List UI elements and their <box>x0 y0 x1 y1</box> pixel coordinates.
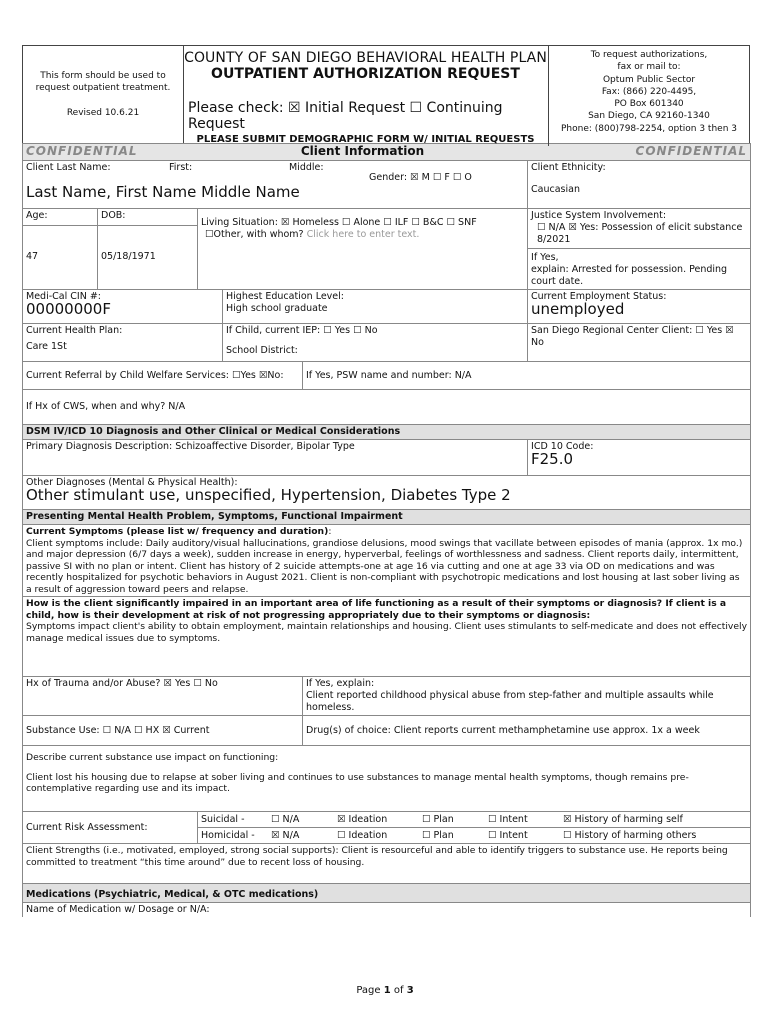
authorization-form <box>22 45 750 917</box>
trauma-checkboxes[interactable]: Hx of Trauma and/or Abuse? ☒ Yes ☐ No <box>23 677 303 716</box>
age-label: Age: <box>23 209 98 226</box>
last-name-label: Client Last Name: <box>26 162 111 173</box>
suicidal-label: Suicidal - <box>201 814 245 825</box>
regional-center-checkboxes[interactable]: San Diego Regional Center Client: ☐ Yes ☒ No <box>528 324 751 362</box>
form-title-line1: COUNTY OF SAN DIEGO BEHAVIORAL HEALTH PLAN <box>184 50 547 66</box>
contact-line: San Diego, CA 92160-1340 <box>588 111 710 122</box>
suicidal-option[interactable]: ☐ Intent <box>488 814 528 825</box>
impairment-label: How is the client significantly impaired in an important area of life functioning as a result of their symptoms or diagnosis? If client is a child, how is their development at risk of not progressing appropriately due to their symptoms or diagnosis: <box>26 598 727 621</box>
client-name-field[interactable] <box>23 161 528 209</box>
risk-assessment-grid <box>198 812 751 844</box>
symptoms-text: Client symptoms include: Daily auditory/visual hallucinations, grandiose delusions, mood swings that vacillate between episodes of mania (approx. 1x mo.) and major depression (6/7 days a week), sudden increase in energy, hyperverbal, feelings of worthlessness and sadness. Client reports daily, intermittent, passive SI with no plan or intent. Client has history of 2 suicide attempts-one at age 16 via cutting and one at age 33 via OD on medications and was recently hospitalized for psychotic behaviors in August 2021. Client is non-compliant with psychotropic medications and lost housing at last sober living as a result of aggression toward peers and relapse. <box>26 537 743 595</box>
justice-explain: explain: Arrested for possession. Pending court date. <box>531 264 728 287</box>
form-title-line2: OUTPATIENT AUTHORIZATION REQUEST <box>211 66 520 82</box>
medi-cal-value: 00000000F <box>26 300 111 318</box>
gender-checkboxes[interactable]: Gender: ☒ M ☐ F ☐ O <box>369 172 472 183</box>
impairment-text: Symptoms impact client's ability to obtain employment, maintain relationships and housing. Client uses stimulants to self-medicate and does not effectively manage medical issues due to symptoms. <box>26 621 748 644</box>
header-title-block <box>183 46 548 143</box>
living-other-label: ☐Other, with whom? <box>205 229 304 240</box>
education-field[interactable] <box>223 290 528 324</box>
demographic-note: PLEASE SUBMIT DEMOGRAPHIC FORM W/ INITIAL REQUESTS <box>196 134 535 145</box>
contact-line: Fax: (866) 220-4495, <box>601 86 697 97</box>
contact-line: Phone: (800)798-2254, option 3 then 3 <box>561 123 737 134</box>
header-contact <box>548 46 749 146</box>
revised-date: Revised 10.6.21 <box>66 108 140 118</box>
school-district-label: School District: <box>226 345 298 356</box>
justice-value: ☐ N/A ☒ Yes: Possession of elicit substance 8/2021 <box>537 222 743 245</box>
employment-label: Current Employment Status: <box>531 291 667 302</box>
trauma-ifyes-label: If Yes, explain: <box>306 678 375 689</box>
medi-cal-label: Medi-Cal CIN #: <box>26 291 101 302</box>
living-situation-field[interactable] <box>198 209 528 290</box>
living-other-input[interactable]: Click here to enter text. <box>306 229 420 240</box>
dob-label: DOB: <box>98 209 198 226</box>
psw-field[interactable]: If Yes, PSW name and number: N/A <box>303 362 751 390</box>
primary-diagnosis-field[interactable]: Primary Diagnosis Description: Schizoaffective Disorder, Bipolar Type <box>23 440 528 476</box>
homicidal-option[interactable]: ☒ N/A <box>271 830 300 841</box>
icd-code-field[interactable] <box>528 440 751 476</box>
medication-name-label[interactable]: Name of Medication w/ Dosage or N/A: <box>23 903 751 918</box>
contact-line: PO Box 601340 <box>614 99 684 110</box>
ethnicity-label: Client Ethnicity: <box>531 162 606 173</box>
health-plan-value: Care 1St <box>26 341 67 352</box>
page-total: 3 <box>406 985 414 996</box>
middle-name-label: Middle: <box>289 162 324 173</box>
diagnosis-section-title: DSM IV/ICD 10 Diagnosis and Other Clinical or Medical Considerations <box>23 425 751 440</box>
trauma-explain-value: Client reported childhood physical abuse from step-father and multiple assaults while homeless. <box>306 690 714 713</box>
health-plan-label: Current Health Plan: <box>26 325 123 336</box>
client-info-table <box>22 143 751 917</box>
homicidal-option[interactable]: ☐ Ideation <box>337 830 388 841</box>
request-type-checkboxes[interactable]: Please check: ☒ Initial Request ☐ Continuing Request <box>188 100 503 132</box>
employment-field[interactable] <box>528 290 751 324</box>
substance-impact-label: Describe current substance use impact on functioning: <box>26 752 279 763</box>
trauma-explain-field[interactable] <box>303 677 751 716</box>
iep-checkboxes[interactable]: If Child, current IEP: ☐ Yes ☐ No <box>226 325 378 336</box>
substance-impact-text: Client lost his housing due to relapse at sober living and continues to use substances to manage mental health symptoms, though remains pre-contemplative regarding use and its impact. <box>26 771 689 794</box>
impairment-field[interactable] <box>23 597 751 677</box>
presenting-section-title: Presenting Mental Health Problem, Symptoms, Functional Impairment <box>23 510 751 525</box>
drug-of-choice-field[interactable]: Drug(s) of choice: Client reports current methamphetamine use approx. 1x a week <box>303 716 751 746</box>
header-left <box>23 46 184 143</box>
suicidal-option[interactable]: ☒ History of harming self <box>563 814 683 825</box>
page-number: 1 <box>383 985 391 996</box>
other-diagnoses-value: Other stimulant use, unspecified, Hypertension, Diabetes Type 2 <box>26 486 511 504</box>
risk-assessment-label: Current Risk Assessment: <box>23 812 198 844</box>
client-name-value: Last Name, First Name Middle Name <box>26 183 300 201</box>
ethnicity-value: Caucasian <box>531 184 580 195</box>
page-prefix: Page <box>356 985 384 996</box>
iep-field[interactable] <box>223 324 528 362</box>
ethnicity-field[interactable] <box>528 161 751 209</box>
confidential-right: CONFIDENTIAL <box>635 144 748 158</box>
justice-ifyes: If Yes, <box>531 252 559 263</box>
client-info-title: Client Information <box>198 144 528 161</box>
icd-value: F25.0 <box>531 450 574 468</box>
contact-line: Optum Public Sector <box>602 74 696 85</box>
suicidal-option[interactable]: ☐ N/A <box>271 814 300 825</box>
other-diagnoses-field[interactable] <box>23 476 751 510</box>
medi-cal-field[interactable] <box>23 290 223 324</box>
contact-line: To request authorizations, <box>590 50 708 60</box>
education-label: Highest Education Level: <box>226 291 344 302</box>
cws-history-field[interactable]: If Hx of CWS, when and why? N/A <box>23 390 751 425</box>
page-footer <box>0 985 770 996</box>
usage-note: This form should be used to request outpatient treatment. <box>35 71 171 93</box>
other-diagnoses-label: Other Diagnoses (Mental & Physical Health): <box>26 477 238 488</box>
dob-value: 05/18/1971 <box>98 225 198 289</box>
homicidal-option[interactable]: ☐ History of harming others <box>563 830 697 841</box>
substance-use-checkboxes[interactable]: Substance Use: ☐ N/A ☐ HX ☒ Current <box>23 716 303 746</box>
homicidal-option[interactable]: ☐ Plan <box>422 830 454 841</box>
justice-field[interactable] <box>528 209 751 290</box>
employment-value: unemployed <box>531 300 625 318</box>
form-header <box>22 45 750 143</box>
symptoms-label: Current Symptoms (please list w/ frequency and duration) <box>26 526 329 537</box>
suicidal-option[interactable]: ☒ Ideation <box>337 814 388 825</box>
page-of: of <box>390 985 407 996</box>
symptoms-field[interactable]: Current Symptoms (please list w/ frequency and duration): Client symptoms include: Daily auditory/visual hallucinations, grandiose delusions, mood swings that vacillate between episodes of mania (approx. 1x mo.) and major depression (6/7 days a week), sudden increase in energy, hyperverbal, feelings of worthlessness and sadness. Client reports daily, intermittent, passive SI with no plan or intent. Client has history of 2 suicide attempts-one at age 16 via cutting and one at age 33 via OD on medications and was recently hospitalized for psychotic behaviors in August 2021. Client is non-compliant with psychotropic medications and lost housing at last sober living as a result of aggression toward peers and relapse. <box>23 525 751 597</box>
substance-impact-field[interactable] <box>23 746 751 812</box>
homicidal-option[interactable]: ☐ Intent <box>488 830 528 841</box>
icd-label: ICD 10 Code: <box>531 441 594 452</box>
medications-section-title: Medications (Psychiatric, Medical, & OTC medications) <box>23 884 751 903</box>
first-name-label: First: <box>169 162 193 173</box>
health-plan-field[interactable] <box>23 324 223 362</box>
suicidal-option[interactable]: ☐ Plan <box>422 814 454 825</box>
homicidal-label: Homicidal - <box>201 830 255 841</box>
justice-label: Justice System Involvement: <box>531 210 667 221</box>
age-value: 47 <box>23 225 98 289</box>
education-value: High school graduate <box>226 303 328 314</box>
contact-line: fax or mail to: <box>617 62 681 73</box>
cws-referral-checkboxes[interactable]: Current Referral by Child Welfare Services: ☐Yes ☒No: <box>23 362 303 390</box>
confidential-left: CONFIDENTIAL <box>26 144 138 158</box>
living-situation-checkboxes[interactable]: Living Situation: ☒ Homeless ☐ Alone ☐ ILF ☐ B&C ☐ SNF <box>201 217 477 228</box>
client-strengths-field[interactable]: Client Strengths (i.e., motivated, employed, strong social supports): Client is resourceful and able to identify triggers to substance use. He reports being committed to treatment “this time around” due to recent loss of housing. <box>23 844 751 884</box>
